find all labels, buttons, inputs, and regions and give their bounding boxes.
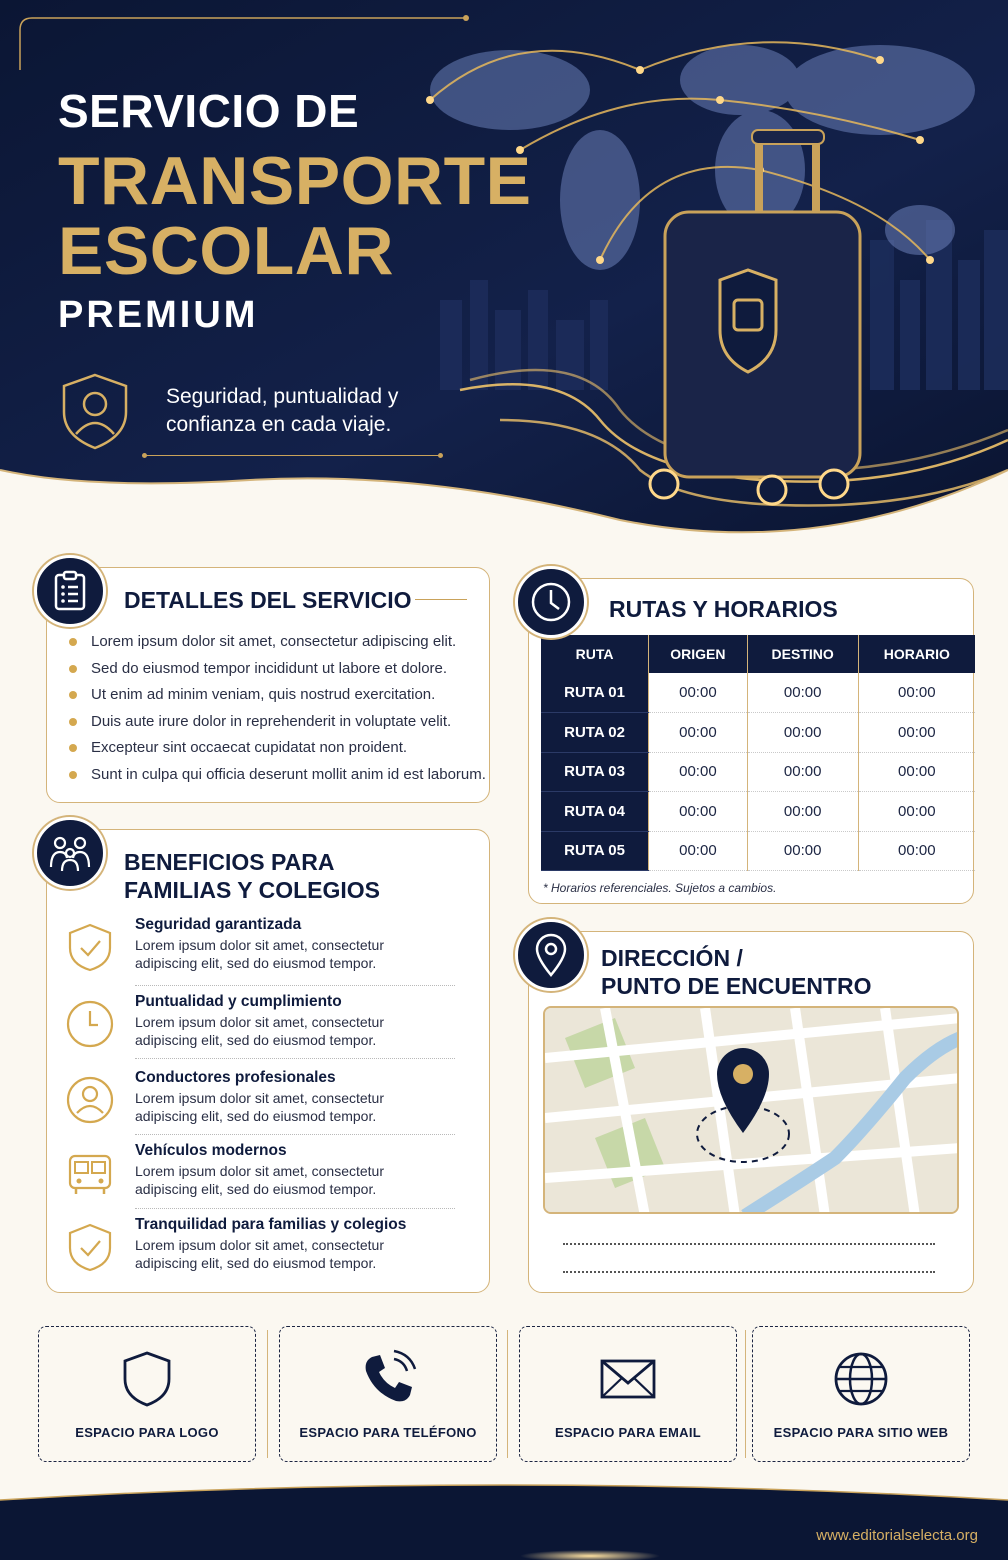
address-title-line1: DIRECCIÓN / (601, 945, 743, 971)
phone-icon (358, 1349, 418, 1409)
benefits-title (124, 848, 380, 904)
child-shield-icon (60, 372, 130, 450)
list-item: Ut enim ad minim veniam, quis nostrud exercitation. (67, 685, 486, 712)
route-name: RUTA 01 (541, 673, 649, 713)
email-placeholder-label: ESPACIO PARA EMAIL (554, 1425, 701, 1440)
hero-banner (0, 0, 1008, 560)
benefit-divider (135, 1058, 455, 1059)
details-title: DETALLES DEL SERVICIO (124, 587, 412, 613)
family-icon (34, 817, 106, 889)
benefit-divider (135, 985, 455, 986)
details-list (67, 632, 486, 791)
map-view[interactable] (543, 1006, 959, 1214)
benefit-item (65, 1069, 455, 1139)
benefit-desc: Lorem ipsum dolor sit amet, consectetur adipiscing elit, sed do eiusmod tempor. (135, 1163, 384, 1197)
column-header: RUTA (541, 635, 649, 673)
hero-tagline-row (60, 372, 426, 450)
table-row (541, 792, 975, 832)
phone-placeholder[interactable] (279, 1326, 497, 1462)
column-header: ORIGEN (649, 635, 748, 673)
benefit-divider (135, 1134, 455, 1135)
logo-placeholder[interactable] (38, 1326, 256, 1462)
address-title-line2: PUNTO DE ENCUENTRO (601, 973, 872, 999)
table-row (541, 713, 975, 753)
routes-table (541, 635, 975, 871)
benefits-title-line1: BENEFICIOS PARA (124, 849, 335, 875)
website-placeholder[interactable] (752, 1326, 970, 1462)
table-row (541, 831, 975, 871)
routes-card (528, 578, 974, 904)
shield-icon (117, 1349, 177, 1409)
benefit-item (65, 993, 455, 1063)
address-line-2[interactable] (563, 1271, 935, 1273)
clock-icon (65, 999, 115, 1049)
phone-placeholder-label: ESPACIO PARA TELÉFONO (299, 1425, 477, 1440)
table-cell: 00:00 (858, 831, 975, 871)
table-cell: 00:00 (649, 831, 748, 871)
benefit-item (65, 916, 455, 986)
benefit-item (65, 1142, 455, 1212)
benefits-card (46, 829, 490, 1293)
table-cell: 00:00 (747, 673, 858, 713)
footer-url[interactable]: www.editorialselecta.org (816, 1527, 978, 1544)
table-cell: 00:00 (649, 713, 748, 753)
table-cell: 00:00 (858, 713, 975, 753)
list-item: Duis aute irure dolor in reprehenderit in voluptate velit. (67, 712, 486, 739)
contact-divider (267, 1330, 268, 1458)
table-row (541, 752, 975, 792)
address-title (601, 944, 872, 1000)
hero-title-line1: SERVICIO DE (58, 85, 360, 137)
globe-icon (831, 1349, 891, 1409)
benefit-title: Tranquilidad para familias y colegios (135, 1216, 407, 1233)
list-item: Sed do eiusmod tempor incididunt ut labore et dolore. (67, 659, 486, 686)
hero-title-line4: PREMIUM (58, 294, 259, 336)
benefit-item (65, 1216, 455, 1286)
map-graphic (545, 1008, 959, 1214)
table-cell: 00:00 (649, 752, 748, 792)
benefit-desc: Lorem ipsum dolor sit amet, consectetur adipiscing elit, sed do eiusmod tempor. (135, 1237, 384, 1271)
benefit-divider (135, 1208, 455, 1209)
address-line-1[interactable] (563, 1243, 935, 1245)
website-placeholder-label: ESPACIO PARA SITIO WEB (773, 1425, 949, 1440)
table-cell: 00:00 (747, 831, 858, 871)
bus-icon (65, 1148, 115, 1198)
details-card (46, 567, 490, 803)
user-icon (65, 1075, 115, 1125)
benefits-title-line2: FAMILIAS Y COLEGIOS (124, 877, 381, 903)
table-header-row (541, 635, 975, 673)
logo-placeholder-label: ESPACIO PARA LOGO (75, 1425, 219, 1440)
clock-icon (515, 566, 587, 638)
location-pin-icon (515, 919, 587, 991)
route-name: RUTA 03 (541, 752, 649, 792)
list-item: Lorem ipsum dolor sit amet, consectetur adipiscing elit. (67, 632, 486, 659)
route-name: RUTA 02 (541, 713, 649, 753)
contact-divider (745, 1330, 746, 1458)
clipboard-icon (34, 555, 106, 627)
column-header: HORARIO (858, 635, 975, 673)
table-cell: 00:00 (649, 792, 748, 832)
table-cell: 00:00 (747, 792, 858, 832)
hero-title-line2: TRANSPORTE (58, 143, 532, 219)
benefit-title: Conductores profesionales (135, 1069, 336, 1086)
envelope-icon (598, 1349, 658, 1409)
hero-title (58, 86, 531, 337)
routes-note: * Horarios referenciales. Sujetos a cambios. (543, 881, 777, 895)
column-header: DESTINO (747, 635, 858, 673)
benefit-desc: Lorem ipsum dolor sit amet, consectetur adipiscing elit, sed do eiusmod tempor. (135, 1090, 384, 1124)
shield-check-icon (65, 922, 115, 972)
shield-check-icon (65, 1222, 115, 1272)
table-cell: 00:00 (858, 673, 975, 713)
details-title-rule (415, 599, 467, 600)
table-cell: 00:00 (747, 713, 858, 753)
table-row (541, 673, 975, 713)
benefit-title: Puntualidad y cumplimiento (135, 993, 342, 1010)
benefit-title: Seguridad garantizada (135, 916, 302, 933)
list-item: Excepteur sint occaecat cupidatat non proident. (67, 738, 486, 765)
hero-divider (145, 455, 440, 456)
routes-title: RUTAS Y HORARIOS (609, 596, 838, 622)
address-card (528, 931, 974, 1293)
contact-divider (507, 1330, 508, 1458)
route-name: RUTA 05 (541, 831, 649, 871)
hero-tagline: Seguridad, puntualidad y confianza en cada viaje. (166, 385, 399, 436)
benefit-desc: Lorem ipsum dolor sit amet, consectetur adipiscing elit, sed do eiusmod tempor. (135, 1014, 384, 1048)
footer (0, 1480, 1008, 1560)
benefit-title: Vehículos modernos (135, 1142, 287, 1159)
email-placeholder[interactable] (519, 1326, 737, 1462)
hero-title-line3: ESCOLAR (58, 213, 394, 289)
table-cell: 00:00 (649, 673, 748, 713)
list-item: Sunt in culpa qui officia deserunt mollit anim id est laborum. (67, 765, 486, 792)
footer-background (0, 1480, 1008, 1560)
table-cell: 00:00 (747, 752, 858, 792)
route-name: RUTA 04 (541, 792, 649, 832)
benefit-desc: Lorem ipsum dolor sit amet, consectetur adipiscing elit, sed do eiusmod tempor. (135, 937, 384, 971)
table-cell: 00:00 (858, 792, 975, 832)
table-cell: 00:00 (858, 752, 975, 792)
